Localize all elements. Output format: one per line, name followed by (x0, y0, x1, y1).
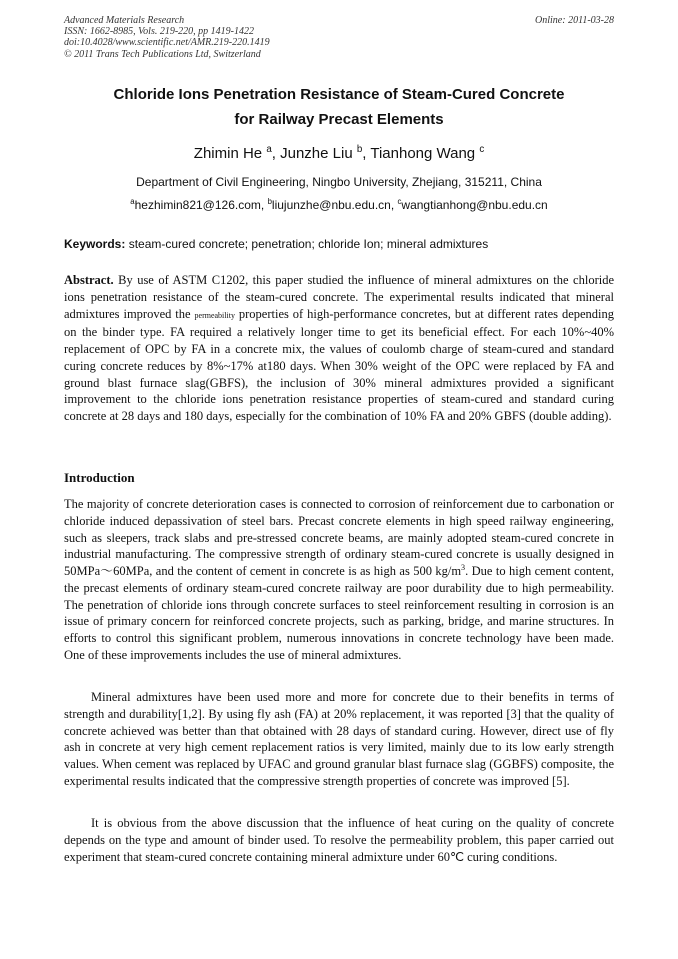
keywords (64, 236, 614, 252)
intro-paragraph-3: It is obvious from the above discussion that the influence of heat curing on the quality of concrete depends on the type and amount of binder used. To resolve the permeability problem, this paper carried out experiment that steam-cured concrete containing mineral admixture under 60℃ curing conditions. (64, 816, 614, 864)
email-address[interactable]: wangtianhong@nbu.edu.cn (401, 198, 548, 212)
email-address[interactable]: hezhimin821@126.com (134, 198, 261, 212)
intro-paragraph-2: Mineral admixtures have been used more and more for concrete due to their benefits in terms of strength and durability[1,2]. By using fly ash (FA) at 20% replacement, it was reported [3] that the quality of concrete achieved was better than that obtained with 28 days of standard curing. However, direct use of fly ash in concrete at very high cement replacement ratios is very limited, mainly due to its low early strength values. When cement was replaced by UFAC and ground granular blast furnace slag (GGBFS) composite, the experimental results indicated that the compressive strength properties of concrete was improved [5]. (64, 690, 614, 788)
paper-title (0, 82, 678, 132)
abstract-small-word: permeability (194, 310, 235, 320)
email-list: $^a$hezhimin821@126.com, $^b$liujunzhe@nbu.edu.cn, $^c$wangtianhong@nbu.edu.cn (130, 197, 548, 212)
email-mark: b (267, 197, 272, 206)
email-address[interactable]: liujunzhe@nbu.edu.cn (271, 198, 391, 212)
abstract (64, 272, 614, 425)
author-mark: b (356, 144, 363, 155)
title-line-2: for Railway Precast Elements (234, 111, 444, 128)
superscript: 3 (461, 562, 466, 572)
author-name: Junzhe Liu (280, 145, 353, 162)
intro-paragraph-1 (64, 496, 614, 664)
abstract-text: properties of high-performance concretes, but at different rates depending on the binder type. FA required a relatively longer time to get its beneficial effect. For each 10%~40% replacement of OPC by FA in a concrete mix, the values of coulomb charge of steam-cured and standard curing concrete reduces by 8%~17% at180 days. When 30% weight of the OPC were replaced by FA and ground blast furnace slag(GBFS), the inclusion of 30% mineral admixtures provided a significant improvement to the chloride ions penetration resistance properties of steam-cured and standard curing concrete at 28 days and 180 days, especially for the combination of 10% FA and 20% GBFS (double adding). (64, 306, 615, 423)
affiliation: Department of Civil Engineering, Ningbo University, Zhejiang, 315211, China (136, 175, 542, 189)
email-mark: c (397, 197, 402, 206)
keywords-label: Keywords: (64, 237, 126, 251)
author-list: Zhimin He $^a$, Junzhe Liu $^b$, Tianhong Wang $^c$ (193, 144, 485, 162)
abstract-text: By use of ASTM C1202, this paper studied the influence of mineral admixtures on the chloride ions penetration resistance of the steam-cured concrete. The experimental results indicated that mineral admixtures improved the (64, 273, 614, 321)
author-name: Zhimin He (193, 145, 263, 162)
journal-info (64, 15, 270, 60)
journal-name: Advanced Materials Research (64, 15, 185, 26)
author-mark: c (479, 144, 485, 155)
author-name: Tianhong Wang (370, 145, 476, 162)
author-mark: a (266, 144, 272, 155)
paragraph-text: . Due to high cement content, the precast elements of ordinary steam-cured concrete railway are poor durability due to high permeability. The penetration of chloride ions through concrete surfaces to steel reinforcement resulting in corrosion is an issue of primary concern for reinforced concrete projects, such as parking, bridge, and marine structures. In efforts to control this significant problem, numerous innovations in concrete technology have been made. One of these improvements includes the use of mineral admixtures. (64, 564, 614, 662)
paragraph-text: The majority of concrete deterioration cases is connected to corrosion of reinforcement due to carbonation or chloride induced depassivation of steel bars. Precast concrete elements in high speed railway engineering, such as sleepers, track slabs and pre-stressed concrete beams, are mainly adopted steam-cured concrete in industrial manufacturing. The compressive strength of ordinary steam-cured concrete is usually designed in 50MPa～60MPa, and the content of cement in concrete is as high as 500 kg/m (64, 497, 614, 578)
title-line-1: Chloride Ions Penetration Resistance of Steam-Cured Concrete (113, 86, 565, 103)
doi-line: doi:10.4028/www.scientific.net/AMR.219-220.1419 (64, 37, 270, 49)
keywords-text: steam-cured concrete; penetration; chloride Ion; mineral admixtures (128, 237, 489, 251)
page-header (64, 15, 614, 60)
section-heading-introduction: Introduction (64, 470, 135, 485)
online-date: Online: 2011-03-28 (535, 15, 614, 26)
copyright-line: © 2011 Trans Tech Publications Ltd, Switzerland (64, 48, 261, 60)
abstract-label: Abstract. (64, 273, 114, 287)
issn-line: ISSN: 1662-8985, Vols. 219-220, pp 1419-1422 (64, 26, 254, 38)
email-mark: a (130, 197, 135, 206)
